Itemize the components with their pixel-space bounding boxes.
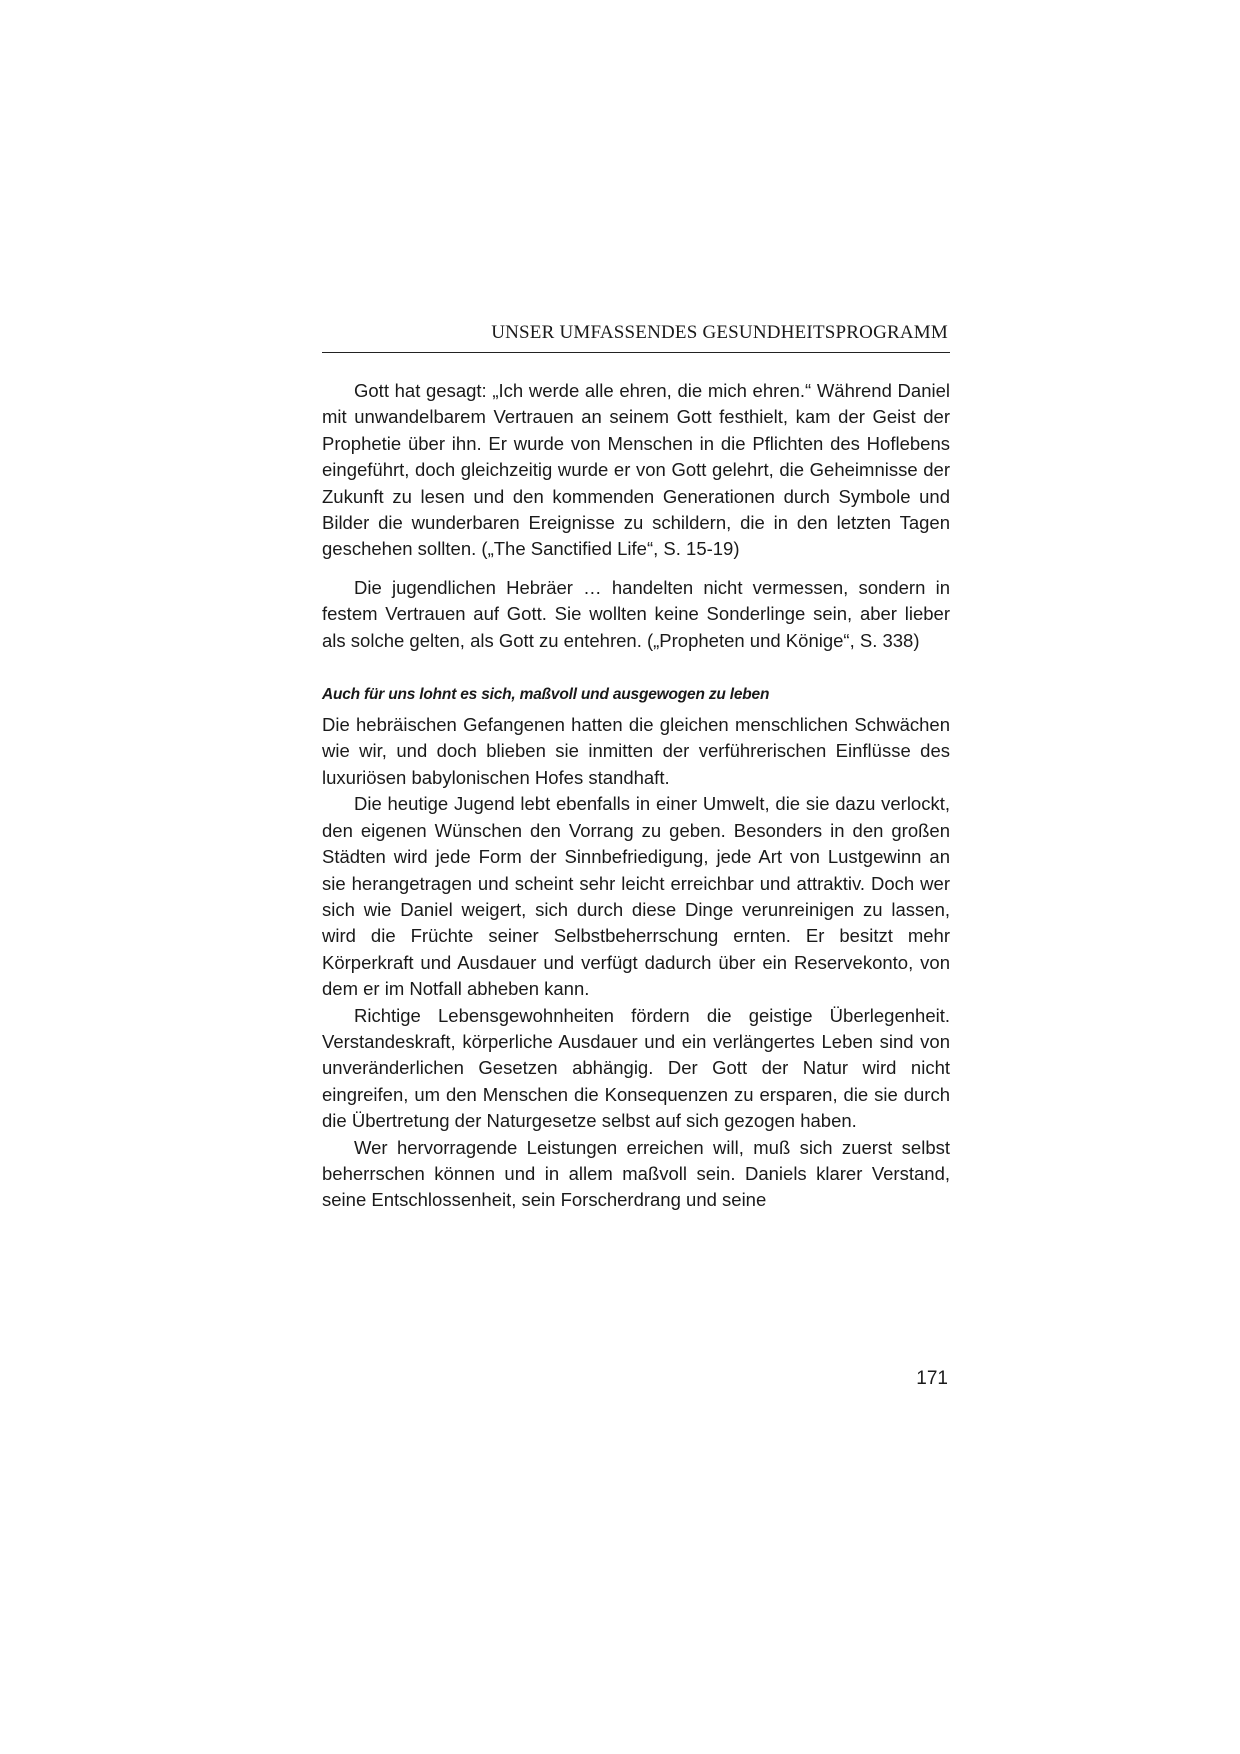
paragraph: Richtige Lebensgewohnheiten fördern die geistige Überlegenheit. Verstandeskraft, körperliche Ausdauer und ein verlängertes Leben sind von unveränderlichen Gesetzen abhängig. Der Gott der Natur wird nicht eingreifen, um den Menschen die Konsequenzen zu ersparen, die sie durch die Übertretung der Naturgesetze selbst auf sich gezogen haben. <box>322 1004 950 1132</box>
header-rule <box>322 352 950 353</box>
book-page <box>322 320 950 1420</box>
paragraph: Gott hat gesagt: „Ich werde alle ehren, die mich ehren.“ Während Daniel mit unwandelbarem Vertrauen an seinem Gott festhielt, kam der Geist der Prophetie über ihn. Er wurde von Menschen in die Pflichten des Hoflebens eingeführt, doch gleichzeitig wurde er von Gott gelehrt, die Geheimnisse der Zukunft zu lesen und den kommenden Generationen durch Symbole und Bilder die wunderbaren Ereignisse zu schildern, die in den letzten Tagen geschehen sollten. („The Sanctified Life“, S. 15-19) <box>322 380 950 560</box>
section-heading: Auch für uns lohnt es sich, maßvoll und ausgewogen zu leben <box>322 686 770 704</box>
paragraph: Die heutige Jugend lebt ebenfalls in einer Umwelt, die sie dazu verlockt, den eigenen Wünschen den Vorrang zu geben. Besonders in den großen Städten wird jede Form der Sinnbefriedigung, jede Art von Lustgewinn an sie herangetragen und scheint sehr leicht erreichbar und attraktiv. Doch wer sich wie Daniel weigert, sich durch diese Dinge verunreinigen zu lassen, wird die Früchte seiner Selbstbeherrschung ernten. Er besitzt mehr Körperkraft und Ausdauer und verfügt dadurch über ein Reservekonto, von dem er im Notfall abheben kann. <box>322 793 950 1000</box>
running-head: UNSER UMFASSENDES GESUNDHEITSPROGRAMM <box>491 322 948 343</box>
body-text <box>322 378 950 1214</box>
paragraph: Die hebräischen Gefangenen hatten die gleichen menschlichen Schwächen wie wir, und doch blieben sie inmitten der verführerischen Einflüsse des luxuriösen babylonischen Hofes standhaft. <box>322 714 950 788</box>
paragraph: Die jugendlichen Hebräer … handelten nicht vermessen, sondern in festem Vertrauen auf Gott. Sie wollten keine Sonderlinge sein, aber lieber als solche gelten, als Gott zu entehren. („Propheten und Könige“, S. 338) <box>322 576 950 651</box>
paragraph: Wer hervorragende Leistungen erreichen will, muß sich zuerst selbst beherrschen können und in allem maßvoll sein. Daniels klarer Verstand, seine Entschlossenheit, sein Forscherdrang und seine <box>322 1136 950 1211</box>
page-number: 171 <box>916 1368 948 1389</box>
